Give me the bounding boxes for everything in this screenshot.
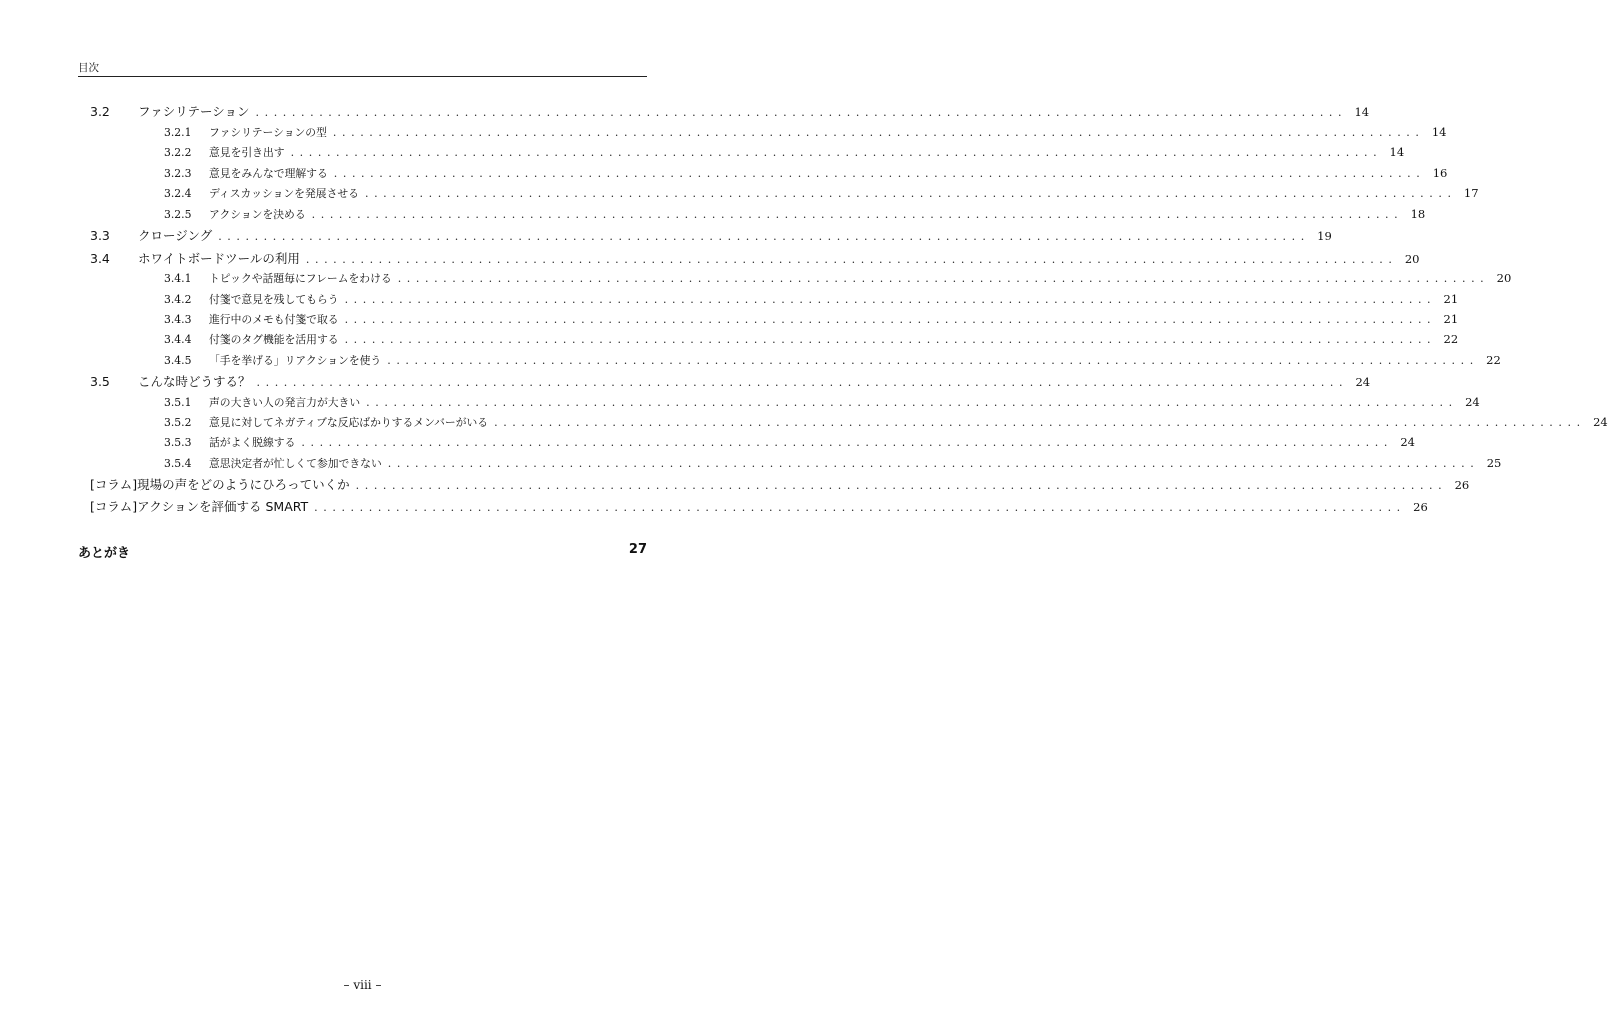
toc-entry-number: 3.2.1 bbox=[164, 126, 192, 139]
toc-entry-title: アクションを決める bbox=[209, 208, 306, 221]
toc-entry-page-number: 14 bbox=[1354, 105, 1370, 119]
toc-subsection-entry[interactable] bbox=[164, 456, 1502, 470]
toc-entry-page-number: 19 bbox=[1317, 229, 1332, 243]
dot-leader: ........................................................................................................................ bbox=[387, 457, 1480, 470]
toc-chapter-entry[interactable] bbox=[78, 542, 647, 561]
toc-entry-title: ディスカッションを発展させる bbox=[209, 187, 359, 200]
dot-leader: ........................................................................................................................ bbox=[387, 354, 1479, 367]
toc-entry-title: 意見に対してネガティブな反応ばかりするメンバーがいる bbox=[209, 416, 489, 429]
toc-entry-number: 3.2 bbox=[90, 104, 110, 119]
toc-entry-title: 意見を引き出す bbox=[209, 146, 285, 159]
toc-entry-page-number: 22 bbox=[1486, 353, 1501, 367]
dot-leader: ........................................................................................................................ bbox=[397, 272, 1490, 285]
toc-entry-number: 3.3 bbox=[90, 228, 110, 243]
toc-entry-number: 3.4.2 bbox=[164, 293, 192, 306]
dot-leader: ........................................................................................................................ bbox=[218, 230, 1310, 243]
dot-leader: ........................................................................................................................ bbox=[301, 436, 1393, 449]
toc-entry-number: 3.4.5 bbox=[164, 354, 192, 367]
toc-entry-number: 3.5.2 bbox=[164, 416, 192, 429]
toc-entry-page-number: 24 bbox=[1593, 415, 1608, 429]
toc-section-entry[interactable] bbox=[90, 477, 1470, 492]
toc-entry-number: 3.4.3 bbox=[164, 313, 192, 326]
toc-subsection-entry[interactable] bbox=[164, 166, 1448, 180]
toc-entry-number: 3.5.1 bbox=[164, 396, 192, 409]
chapter-title: あとがき bbox=[78, 546, 131, 561]
dot-leader: ........................................................................................................................ bbox=[305, 253, 1398, 266]
toc-entry-page-number: 26 bbox=[1454, 478, 1470, 492]
toc-entry-page-number: 14 bbox=[1431, 125, 1447, 139]
toc-entry-page-number: 26 bbox=[1413, 500, 1428, 514]
dot-leader: ........................................................................................................................ bbox=[344, 333, 1437, 346]
toc-subsection-entry[interactable] bbox=[164, 145, 1405, 159]
toc-entry-number: 3.2.2 bbox=[164, 146, 192, 159]
toc-entry-number: 3.5.3 bbox=[164, 436, 192, 449]
toc-entry-number: 3.5.4 bbox=[164, 457, 192, 470]
toc-entry-page-number: 18 bbox=[1410, 207, 1426, 221]
toc-entry-number: 3.4.1 bbox=[164, 272, 192, 285]
toc-entry-page-number: 22 bbox=[1443, 332, 1459, 346]
toc-entry-number: 3.4.4 bbox=[164, 333, 192, 346]
toc-section-entry[interactable] bbox=[90, 228, 1332, 243]
toc-entry-page-number: 25 bbox=[1486, 456, 1502, 470]
toc-entry-title: 進行中のメモも付箋で取る bbox=[209, 313, 339, 326]
dot-leader: ........................................................................................................................ bbox=[290, 146, 1383, 159]
toc-entry-page-number: 16 bbox=[1432, 166, 1448, 180]
toc-entry-title: 「手を挙げる」リアクションを使う bbox=[209, 354, 382, 367]
toc-section-entry[interactable] bbox=[90, 499, 1428, 514]
page-footer: – viii – bbox=[343, 978, 382, 992]
toc-entry-title: 話がよく脱線する bbox=[209, 436, 296, 449]
toc-entry-page-number: 20 bbox=[1496, 271, 1512, 285]
toc-subsection-entry[interactable] bbox=[164, 435, 1415, 449]
toc-entry-page-number: 17 bbox=[1463, 186, 1479, 200]
dot-leader: ........................................................................................................................ bbox=[494, 416, 1586, 429]
toc-entry-page-number: 24 bbox=[1465, 395, 1480, 409]
toc-entry-number: 3.2.3 bbox=[164, 167, 192, 180]
toc-entry-title: [コラム]現場の声をどのようにひろっていくか bbox=[90, 477, 350, 492]
dot-leader: ........................................................................................................................ bbox=[314, 501, 1406, 514]
toc-subsection-entry[interactable] bbox=[164, 186, 1479, 200]
toc-entry-title: 意見をみんなで理解する bbox=[209, 167, 328, 180]
dot-leader: ........................................................................................................................ bbox=[332, 126, 1425, 139]
toc-entry-title: ホワイトボードツールの利用 bbox=[138, 251, 300, 266]
toc-entry-title: [コラム]アクションを評価する SMART bbox=[90, 499, 309, 514]
header-rule bbox=[78, 76, 647, 77]
toc-entry-title: トピックや話題毎にフレームをわける bbox=[209, 272, 392, 285]
chapter-page-number: 27 bbox=[628, 542, 647, 557]
toc-entry-title: 付箋のタグ機能を活用する bbox=[209, 333, 339, 346]
toc-entry-page-number: 24 bbox=[1355, 375, 1371, 389]
toc-subsection-entry[interactable] bbox=[164, 395, 1480, 409]
toc-entry-page-number: 21 bbox=[1443, 292, 1459, 306]
toc-entry-title: 付箋で意見を残してもらう bbox=[209, 293, 339, 306]
toc-entry-page-number: 24 bbox=[1400, 435, 1415, 449]
toc-subsection-entry[interactable] bbox=[164, 271, 1512, 285]
toc-entry-number: 3.5 bbox=[90, 374, 110, 389]
toc-entry-number: 3.2.5 bbox=[164, 208, 192, 221]
dot-leader: ........................................................................................................................ bbox=[255, 106, 1348, 119]
dot-leader: ........................................................................................................................ bbox=[311, 208, 1404, 221]
dot-leader: ........................................................................................................................ bbox=[366, 396, 1458, 409]
running-header: 目次 bbox=[78, 62, 99, 74]
toc-entry-page-number: 20 bbox=[1404, 252, 1420, 266]
toc-entry-page-number: 14 bbox=[1389, 145, 1405, 159]
toc-subsection-entry[interactable] bbox=[164, 207, 1426, 221]
toc-entry-title: 声の大きい人の発言力が大きい bbox=[209, 396, 361, 409]
toc-subsection-entry[interactable] bbox=[164, 415, 1608, 429]
toc-subsection-entry[interactable] bbox=[164, 312, 1459, 326]
toc-subsection-entry[interactable] bbox=[164, 292, 1459, 306]
toc-subsection-entry[interactable] bbox=[164, 353, 1501, 367]
dot-leader: ........................................................................................................................ bbox=[364, 187, 1457, 200]
toc-entry-page-number: 21 bbox=[1443, 312, 1459, 326]
toc-entry-number: 3.2.4 bbox=[164, 187, 192, 200]
toc-entry-title: クロージング bbox=[138, 228, 213, 243]
toc-entry-title: ファシリテーションの型 bbox=[209, 126, 327, 139]
dot-leader: ........................................................................................................................ bbox=[256, 376, 1349, 389]
toc-subsection-entry[interactable] bbox=[164, 332, 1459, 346]
toc-section-entry[interactable] bbox=[90, 251, 1420, 266]
toc-subsection-entry[interactable] bbox=[164, 125, 1447, 139]
toc-section-entry[interactable] bbox=[90, 104, 1370, 119]
toc-section-entry[interactable] bbox=[90, 374, 1371, 389]
dot-leader: ........................................................................................................................ bbox=[344, 293, 1437, 306]
dot-leader: ........................................................................................................................ bbox=[333, 167, 1426, 180]
dot-leader: ........................................................................................................................ bbox=[355, 479, 1448, 492]
toc-entry-title: ファシリテーション bbox=[138, 104, 250, 119]
toc-entry-title: こんな時どうする？ bbox=[138, 374, 251, 389]
dot-leader: ........................................................................................................................ bbox=[344, 313, 1437, 326]
toc-entry-title: 意思決定者が忙しくて参加できない bbox=[209, 457, 382, 470]
toc-entry-number: 3.4 bbox=[90, 251, 110, 266]
